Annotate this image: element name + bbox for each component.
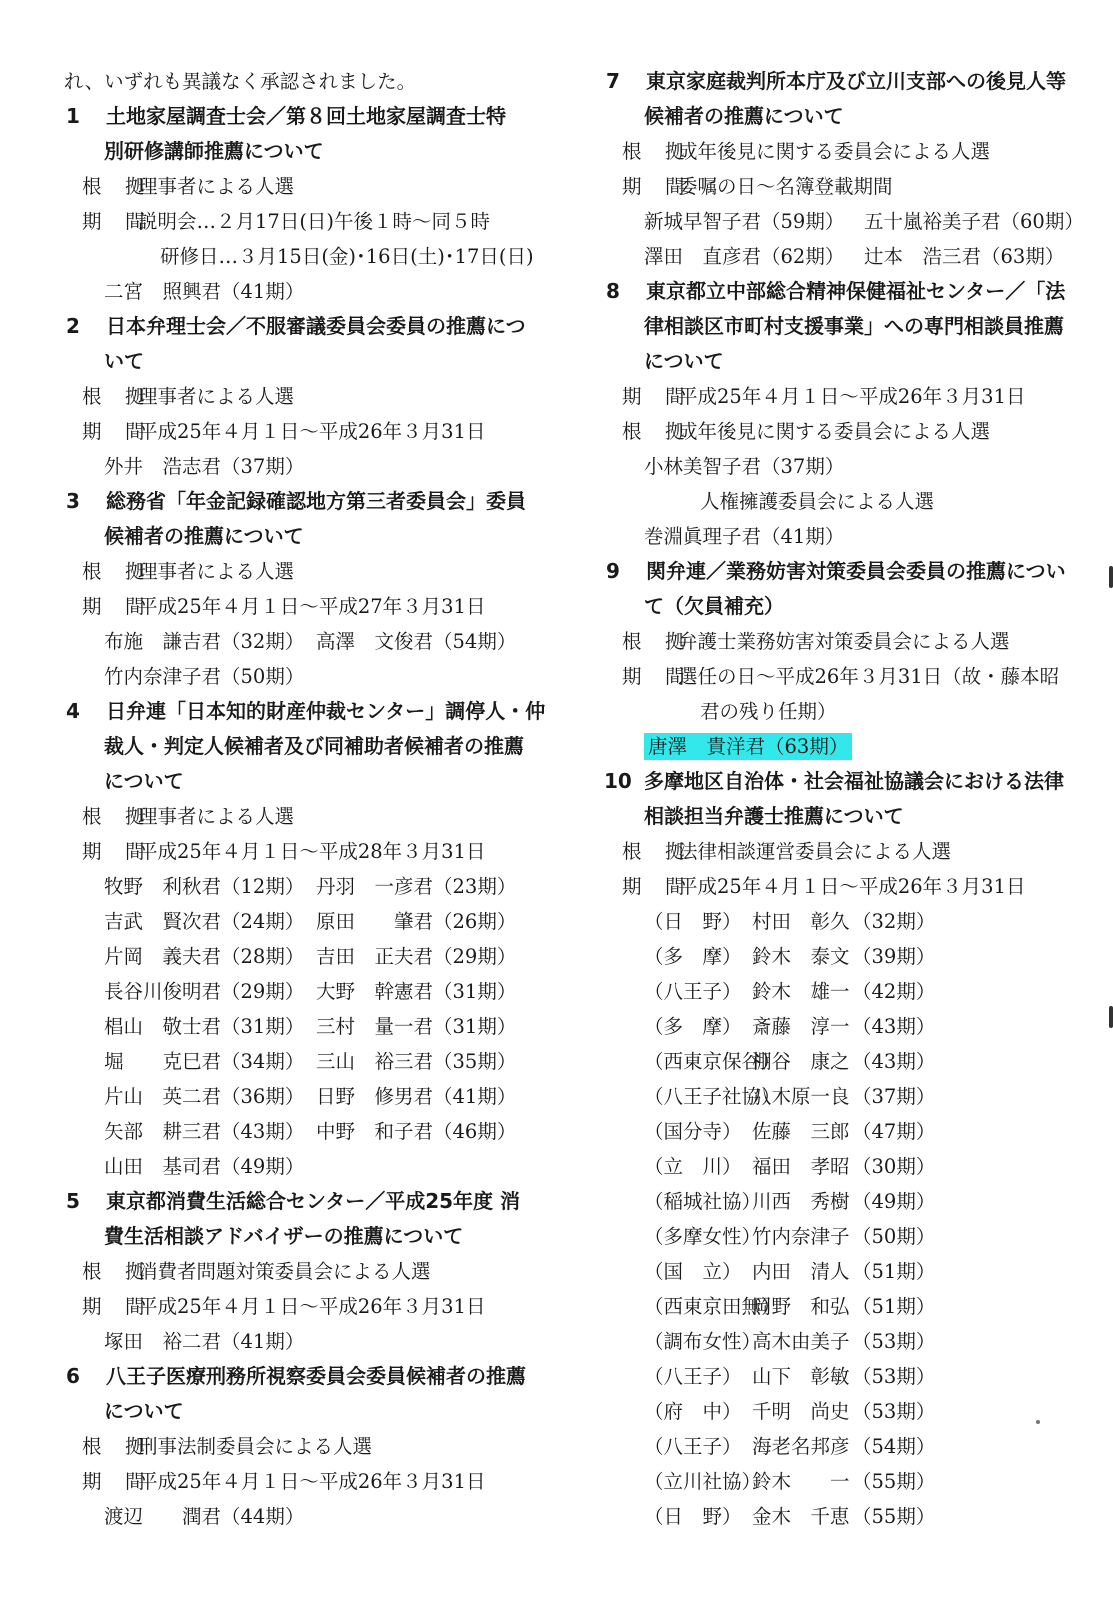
period-value: 平成25年４月１日～平成26年３月31日 — [138, 1295, 486, 1318]
member-term: （37期） — [852, 1085, 936, 1108]
basis-label: 根 拠 — [82, 175, 147, 198]
member-name: 山下 彰敏 — [752, 1365, 850, 1388]
item-5-name: 塚田 裕二君（41期） — [104, 1330, 305, 1353]
member-row — [604, 1359, 1074, 1394]
member-name: 八木原一良 — [752, 1085, 850, 1108]
item-4-names-row — [64, 904, 554, 939]
member-area: （稲城社協） — [644, 1190, 762, 1213]
intro-text: れ、いずれも異議なく承認されました。 — [64, 70, 417, 93]
basis-label: 根 拠 — [622, 420, 687, 443]
member-name: 内田 清人 — [752, 1260, 850, 1283]
basis-value: 消費者問題対策委員会による人選 — [138, 1260, 431, 1283]
period-label: 期 間 — [622, 175, 687, 198]
appointee-name: 布施 謙吉君（32期） — [104, 630, 305, 653]
item-4-names-row — [64, 1079, 554, 1114]
item-1-heading — [64, 99, 554, 134]
member-area: （立川社協） — [644, 1470, 762, 1493]
member-area: （西東京田無） — [644, 1295, 781, 1318]
item-title: 日弁連「日本知的財産仲裁センター」調停人・仲 — [106, 699, 546, 723]
right-column — [604, 64, 1084, 1534]
member-area: （日 野） — [644, 1505, 742, 1528]
appointee-name: 吉田 正夫君（29期） — [316, 945, 517, 968]
period-value: 説明会…２月17日(日)午後１時～同５時 — [138, 210, 491, 233]
basis-label: 根 拠 — [622, 840, 687, 863]
item-7-heading-cont: 候補者の推薦について — [644, 104, 844, 128]
item-2-basis — [64, 379, 554, 414]
period-value: 平成25年４月１日～平成26年３月31日 — [138, 420, 486, 443]
item-9-heading — [604, 554, 1074, 589]
item-number: 10 — [604, 769, 632, 793]
member-name: 竹内奈津子 — [752, 1225, 850, 1248]
member-row — [604, 1149, 1074, 1184]
member-name: 千明 尚史 — [752, 1400, 850, 1423]
item-4-heading-cont: 裁人・判定人候補者及び同補助者候補者の推薦 — [104, 734, 524, 758]
appointee-name: 山田 基司君（49期） — [104, 1155, 305, 1178]
item-title: 八王子医療刑務所視察委員会委員候補者の推薦 — [106, 1364, 526, 1388]
item-8-heading-cont: 律相談区市町村支援事業」への専門相談員推薦 — [644, 314, 1064, 338]
member-term: （50期） — [852, 1225, 936, 1248]
item-title: 東京都立中部総合精神保健福祉センター／「法 — [646, 279, 1066, 303]
item-9-period-cont: 君の残り任期） — [700, 700, 837, 723]
period-label: 期 間 — [82, 595, 147, 618]
member-name: 金木 千恵 — [752, 1505, 850, 1528]
period-label: 期 間 — [82, 840, 147, 863]
basis-value: 弁護士業務妨害対策委員会による人選 — [678, 630, 1010, 653]
basis-label: 根 拠 — [82, 805, 147, 828]
appointee-name: 大野 幹憲君（31期） — [316, 980, 517, 1003]
item-4-period — [64, 834, 554, 869]
appointee-name: 片山 英二君（36期） — [104, 1085, 305, 1108]
member-term: （32期） — [852, 910, 936, 933]
appointee-name: 片岡 義夫君（28期） — [104, 945, 305, 968]
member-name: 岡野 和弘 — [752, 1295, 850, 1318]
basis-value: 刑事法制委員会による人選 — [138, 1435, 373, 1458]
item-6-name: 渡辺 潤君（44期） — [104, 1505, 305, 1528]
period-label: 期 間 — [622, 875, 687, 898]
item-8-heading — [604, 274, 1074, 309]
member-area: （八王子） — [644, 1435, 742, 1458]
item-title: 土地家屋調査士会／第８回土地家屋調査士特 — [106, 104, 506, 128]
member-term: （43期） — [852, 1015, 936, 1038]
member-term: （42期） — [852, 980, 936, 1003]
member-term: （51期） — [852, 1295, 936, 1318]
period-value: 平成25年４月１日～平成28年３月31日 — [138, 840, 486, 863]
basis-label: 根 拠 — [82, 1435, 147, 1458]
appointee-name: 丹羽 一彦君（23期） — [316, 875, 517, 898]
basis-value: 成年後見に関する委員会による人選 — [678, 420, 991, 443]
appointee-name: 矢部 耕三君（43期） — [104, 1120, 305, 1143]
item-8-period — [604, 379, 1074, 414]
basis-value: 理事者による人選 — [138, 805, 295, 828]
appointee-name: 三村 量一君（31期） — [316, 1015, 517, 1038]
appointee-name: 吉武 賢次君（24期） — [104, 910, 305, 933]
item-4-names-row — [64, 869, 554, 904]
period-value: 平成25年４月１日～平成27年３月31日 — [138, 595, 486, 618]
member-term: （53期） — [852, 1400, 936, 1423]
basis-label: 根 拠 — [82, 560, 147, 583]
item-number: 5 — [66, 1189, 80, 1213]
item-10-heading-cont: 相談担当弁護士推薦について — [644, 804, 904, 828]
item-3-heading-cont: 候補者の推薦について — [104, 524, 304, 548]
item-10-heading — [604, 764, 1074, 799]
item-number: 3 — [66, 489, 80, 513]
member-row — [604, 1289, 1074, 1324]
period-value: 平成25年４月１日～平成26年３月31日 — [138, 1470, 486, 1493]
item-3-basis — [64, 554, 554, 589]
item-10-basis — [604, 834, 1074, 869]
member-term: （49期） — [852, 1190, 936, 1213]
member-term: （30期） — [852, 1155, 936, 1178]
item-8-basis — [604, 414, 1074, 449]
member-name: 村田 彰久 — [752, 910, 850, 933]
item-number: 6 — [66, 1364, 80, 1388]
member-name: 海老名邦彦 — [752, 1435, 850, 1458]
member-term: （43期） — [852, 1050, 936, 1073]
member-row — [604, 1499, 1074, 1534]
appointee-name: 竹内奈津子君（50期） — [104, 665, 305, 688]
left-column — [64, 64, 554, 1534]
member-area: （多 摩） — [644, 945, 742, 968]
item-8-heading-cont: について — [644, 349, 724, 373]
item-3-names-row — [64, 659, 554, 694]
item-9-period — [604, 659, 1074, 694]
appointee-name: 中野 和子君（46期） — [316, 1120, 517, 1143]
basis-value: 理事者による人選 — [138, 175, 295, 198]
member-row — [604, 1044, 1074, 1079]
item-10-period — [604, 869, 1074, 904]
item-4-heading-cont: について — [104, 769, 184, 793]
basis-label: 根 拠 — [82, 385, 147, 408]
item-4-names-row — [64, 1044, 554, 1079]
appointee-name: 澤田 直彦君（62期） — [644, 245, 845, 268]
item-7-names-row — [604, 204, 1084, 239]
item-4-names-row — [64, 974, 554, 1009]
member-row — [604, 1254, 1074, 1289]
appointee-name: 辻本 浩三君（63期） — [864, 245, 1065, 268]
member-name: 川西 秀樹 — [752, 1190, 850, 1213]
basis-label: 根 拠 — [82, 1260, 147, 1283]
member-area: （八王子） — [644, 1365, 742, 1388]
period-label: 期 間 — [82, 210, 147, 233]
member-row — [604, 974, 1074, 1009]
item-2-period — [64, 414, 554, 449]
member-term: （51期） — [852, 1260, 936, 1283]
item-1-period-cont: 研修日…３月15日(金)･16日(土)･17日(日) — [160, 245, 534, 268]
item-4-heading — [64, 694, 554, 729]
basis-label: 根 拠 — [622, 630, 687, 653]
member-area: （西東京保谷） — [644, 1050, 781, 1073]
item-6-heading-cont: について — [104, 1399, 184, 1423]
member-area: （八王子） — [644, 980, 742, 1003]
member-row — [604, 904, 1074, 939]
member-area: （日 野） — [644, 910, 742, 933]
period-value: 委嘱の日～名簿登載期間 — [678, 175, 893, 198]
item-3-period — [64, 589, 554, 624]
item-8-name: 小林美智子君（37期） — [644, 455, 845, 478]
member-row — [604, 1079, 1074, 1114]
item-4-basis — [64, 799, 554, 834]
period-label: 期 間 — [82, 1295, 147, 1318]
member-term: （47期） — [852, 1120, 936, 1143]
item-2-heading-cont: いて — [104, 349, 144, 373]
item-6-period — [64, 1464, 554, 1499]
item-7-basis — [604, 134, 1074, 169]
item-title: 東京家庭裁判所本庁及び立川支部への後見人等 — [646, 69, 1066, 93]
member-term: （55期） — [852, 1470, 936, 1493]
member-row — [604, 1184, 1074, 1219]
appointee-name: 日野 修男君（41期） — [316, 1085, 517, 1108]
member-area: （調布女性） — [644, 1330, 762, 1353]
item-5-period — [64, 1289, 554, 1324]
scan-edge-mark — [1109, 566, 1113, 588]
member-row — [604, 1464, 1074, 1499]
item-number: 7 — [606, 69, 620, 93]
appointee-name: 三山 裕三君（35期） — [316, 1050, 517, 1073]
member-name: 鈴木 泰文 — [752, 945, 850, 968]
member-row — [604, 1429, 1074, 1464]
basis-label: 根 拠 — [622, 140, 687, 163]
basis-value: 法律相談運営委員会による人選 — [678, 840, 952, 863]
item-title: 総務省「年金記録確認地方第三者委員会」委員 — [106, 489, 526, 513]
member-name: 福田 孝昭 — [752, 1155, 850, 1178]
item-8-name: 巻淵眞理子君（41期） — [644, 525, 845, 548]
item-4-names-row — [64, 939, 554, 974]
member-area: （国分寺） — [644, 1120, 742, 1143]
member-term: （53期） — [852, 1365, 936, 1388]
basis-value: 理事者による人選 — [138, 560, 295, 583]
member-row — [604, 1394, 1074, 1429]
item-2-heading — [64, 309, 554, 344]
member-row — [604, 1219, 1074, 1254]
period-label: 期 間 — [82, 420, 147, 443]
item-9-heading-cont: て（欠員補充） — [644, 594, 784, 618]
item-number: 1 — [66, 104, 80, 128]
item-title: 日本弁理士会／不服審議委員会委員の推薦につ — [106, 314, 526, 338]
item-number: 8 — [606, 279, 620, 303]
member-term: （55期） — [852, 1505, 936, 1528]
period-label: 期 間 — [622, 385, 687, 408]
highlighted-name: 唐澤 貴洋君（63期） — [644, 733, 852, 760]
appointee-name: 堀 克巳君（34期） — [104, 1050, 305, 1073]
scan-speck — [1036, 1420, 1040, 1424]
item-2-name: 外井 浩志君（37期） — [104, 455, 305, 478]
item-number: 4 — [66, 699, 80, 723]
member-area: （立 川） — [644, 1155, 742, 1178]
member-name: 鈴木 雄一 — [752, 980, 850, 1003]
item-9-name-row — [604, 729, 1074, 764]
item-7-heading — [604, 64, 1074, 99]
item-number: 9 — [606, 559, 620, 583]
member-term: （54期） — [852, 1435, 936, 1458]
member-term: （39期） — [852, 945, 936, 968]
item-6-basis — [64, 1429, 554, 1464]
member-name: 棚谷 康之 — [752, 1050, 850, 1073]
item-3-names-row — [64, 624, 554, 659]
item-7-period — [604, 169, 1074, 204]
item-number: 2 — [66, 314, 80, 338]
member-row — [604, 939, 1074, 974]
item-5-heading-cont: 費生活相談アドバイザーの推薦について — [104, 1224, 464, 1248]
item-9-basis — [604, 624, 1074, 659]
item-7-names-row — [604, 239, 1074, 274]
appointee-name: 高澤 文俊君（54期） — [316, 630, 517, 653]
item-4-names-row — [64, 1114, 554, 1149]
item-1-heading-cont: 別研修講師推薦について — [104, 139, 324, 163]
period-label: 期 間 — [82, 1470, 147, 1493]
appointee-name: 新城早智子君（59期） — [644, 210, 845, 233]
member-name: 鈴木 一 — [752, 1470, 850, 1493]
member-name: 斎藤 淳一 — [752, 1015, 850, 1038]
appointee-name: 牧野 利秋君（12期） — [104, 875, 305, 898]
appointee-name: 長谷川俊明君（29期） — [104, 980, 305, 1003]
period-value: 平成25年４月１日～平成26年３月31日 — [678, 385, 1026, 408]
member-area: （多 摩） — [644, 1015, 742, 1038]
basis-value: 成年後見に関する委員会による人選 — [678, 140, 991, 163]
member-name: 高木由美子 — [752, 1330, 850, 1353]
member-area: （府 中） — [644, 1400, 742, 1423]
member-name: 佐藤 三郎 — [752, 1120, 850, 1143]
item-1-basis — [64, 169, 554, 204]
item-6-heading — [64, 1359, 554, 1394]
item-3-heading — [64, 484, 554, 519]
period-value: 平成25年４月１日～平成26年３月31日 — [678, 875, 1026, 898]
scan-edge-mark — [1109, 1006, 1113, 1028]
basis-value: 理事者による人選 — [138, 385, 295, 408]
item-5-basis — [64, 1254, 554, 1289]
item-title: 東京都消費生活総合センター／平成25年度 消 — [106, 1189, 520, 1213]
item-title: 関弁連／業務妨害対策委員会委員の推薦につい — [646, 559, 1066, 583]
item-1-period — [64, 204, 554, 239]
member-area: （八王子社協） — [644, 1085, 781, 1108]
member-area: （多摩女性） — [644, 1225, 762, 1248]
period-value: 選任の日～平成26年３月31日（故・藤本昭 — [678, 665, 1060, 688]
member-term: （53期） — [852, 1330, 936, 1353]
item-5-heading — [64, 1184, 554, 1219]
member-row — [604, 1324, 1074, 1359]
appointee-name: 五十嵐裕美子君（60期） — [864, 210, 1084, 233]
item-title: 多摩地区自治体・社会福祉協議会における法律 — [644, 769, 1064, 793]
member-area: （国 立） — [644, 1260, 742, 1283]
member-row — [604, 1009, 1074, 1044]
appointee-name: 椙山 敬士君（31期） — [104, 1015, 305, 1038]
appointee-name: 原田 肇君（26期） — [316, 910, 517, 933]
item-8-basis-2: 人権擁護委員会による人選 — [700, 490, 935, 513]
item-4-names-row — [64, 1149, 554, 1184]
item-1-name: 二宮 照興君（41期） — [104, 280, 305, 303]
item-4-names-row — [64, 1009, 554, 1044]
period-label: 期 間 — [622, 665, 687, 688]
member-row — [604, 1114, 1074, 1149]
